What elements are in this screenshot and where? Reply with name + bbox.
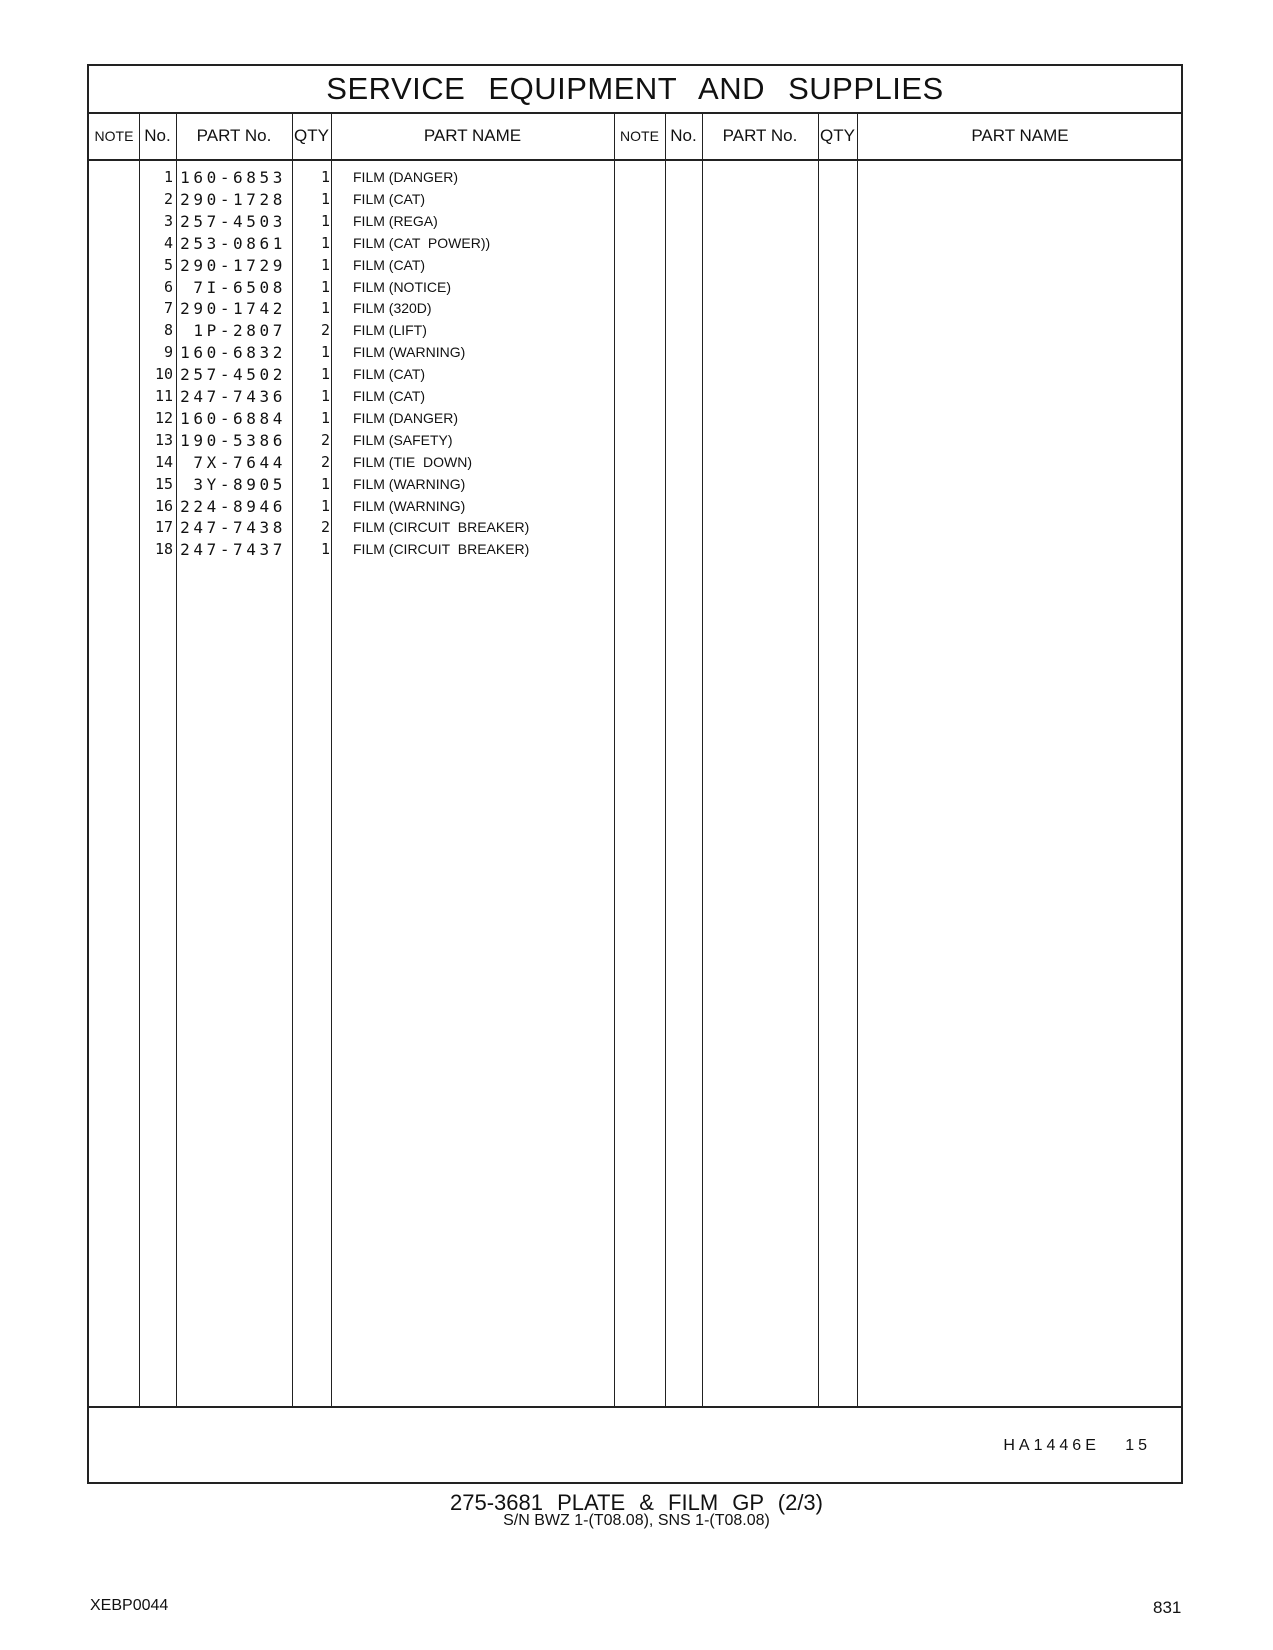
part-number: 160-6832 [180, 343, 286, 363]
quantity: 1 [320, 496, 330, 515]
part-name: FILM (CAT) [353, 366, 426, 383]
table-row [89, 429, 1181, 452]
quantity: 2 [320, 518, 330, 537]
group-title: 275-3681 PLATE & FILM GP (2/3) [449, 1490, 823, 1515]
item-number: 14 [154, 452, 173, 471]
part-name: FILM (CIRCUIT BREAKER) [353, 541, 530, 558]
part-name: FILM (CAT) [353, 190, 426, 207]
table-row [89, 516, 1181, 539]
item-number: 10 [154, 365, 173, 384]
item-number: 3 [163, 211, 173, 230]
item-number: 2 [163, 189, 173, 208]
table-row [89, 473, 1181, 496]
part-number: 257-4503 [180, 211, 286, 231]
part-name: FILM (WARNING) [353, 344, 466, 361]
part-name: FILM (NOTICE) [353, 278, 451, 295]
quantity: 1 [320, 255, 330, 274]
header-note: NOTE [620, 128, 659, 144]
table-row [89, 210, 1181, 233]
section-title: SERVICE EQUIPMENT AND SUPPLIES [326, 71, 944, 106]
quantity: 1 [320, 365, 330, 384]
item-number: 8 [163, 321, 173, 340]
part-number: 247-7436 [180, 387, 286, 406]
part-name: FILM (DANGER) [353, 169, 458, 185]
part-number: 7X-7644 [193, 452, 286, 472]
illustration-code: HA1446E 15 [1003, 1437, 1151, 1454]
header-note: NOTE [94, 128, 134, 144]
quantity: 1 [320, 408, 330, 427]
part-number: 253-0861 [180, 233, 286, 253]
part-number: 160-6853 [180, 168, 286, 187]
header-qty: QTY [820, 126, 855, 145]
part-name: FILM (LIFT) [353, 322, 427, 339]
table-row [89, 319, 1181, 342]
quantity: 1 [320, 168, 330, 186]
part-name: FILM (DANGER) [353, 409, 458, 426]
table-row [89, 407, 1181, 430]
parts-table-frame [87, 64, 1183, 1484]
part-name: FILM (320D) [353, 300, 432, 317]
table-row [89, 188, 1181, 211]
item-number: 13 [154, 430, 173, 449]
item-number: 11 [154, 387, 173, 405]
part-number: 7I-6508 [193, 277, 286, 297]
part-number: 1P-2807 [193, 321, 286, 341]
item-number: 4 [163, 233, 173, 252]
quantity: 1 [320, 233, 330, 252]
item-number: 12 [154, 408, 173, 427]
item-number: 1 [163, 168, 173, 186]
quantity: 2 [320, 321, 330, 340]
table-row [89, 232, 1181, 255]
quantity: 1 [320, 277, 330, 296]
part-name: FILM (CAT POWER)) [353, 234, 491, 251]
table-row [89, 495, 1181, 518]
part-name: FILM (REGA) [353, 212, 438, 229]
header-part-no: PART No. [196, 126, 272, 145]
part-name: FILM (CIRCUIT BREAKER) [353, 519, 530, 536]
part-name: FILM (WARNING) [353, 475, 466, 492]
part-name: FILM (WARNING) [353, 497, 466, 514]
quantity: 1 [320, 299, 330, 318]
item-number: 9 [163, 343, 173, 362]
quantity: 1 [320, 189, 330, 208]
table-row [89, 363, 1181, 386]
item-number: 16 [154, 496, 173, 515]
part-number: 190-5386 [180, 430, 286, 450]
part-number: 290-1742 [180, 299, 286, 319]
part-number: 290-1728 [180, 189, 286, 209]
item-number: 6 [163, 277, 173, 296]
part-number: 160-6884 [180, 408, 286, 428]
header-part-name: PART NAME [423, 126, 522, 145]
part-number: 257-4502 [180, 365, 286, 385]
table-row [89, 297, 1181, 320]
part-number: 224-8946 [180, 496, 286, 516]
part-number: 247-7437 [180, 540, 286, 560]
header-qty: QTY [294, 126, 329, 145]
table-bottom-divider [89, 1406, 1181, 1408]
page-number: 831 [1153, 1598, 1182, 1617]
part-name: FILM (CAT) [353, 256, 426, 273]
quantity: 2 [320, 430, 330, 449]
table-row [89, 451, 1181, 474]
item-number: 7 [163, 299, 173, 318]
header-no: No. [144, 126, 171, 145]
part-number: 3Y-8905 [193, 474, 286, 494]
quantity: 1 [320, 387, 330, 405]
quantity: 2 [320, 452, 330, 471]
quantity: 1 [320, 211, 330, 230]
item-number: 18 [154, 540, 173, 559]
header-no: No. [670, 126, 697, 145]
quantity: 1 [320, 474, 330, 493]
quantity: 1 [320, 540, 330, 559]
part-number: 290-1729 [180, 255, 286, 275]
serial-range: S/N BWZ 1-(T08.08), SNS 1-(T08.08) [503, 1512, 770, 1529]
item-number: 15 [154, 474, 173, 493]
header-part-name: PART NAME [971, 126, 1069, 145]
table-row [89, 341, 1181, 364]
table-row [89, 385, 1181, 408]
part-name: FILM (TIE DOWN) [353, 453, 472, 470]
table-row [89, 254, 1181, 277]
item-number: 17 [154, 518, 173, 537]
part-number: 247-7438 [180, 518, 286, 538]
part-name: FILM (SAFETY) [353, 431, 453, 448]
item-number: 5 [163, 255, 173, 274]
quantity: 1 [320, 343, 330, 362]
header-part-no: PART No. [722, 126, 798, 145]
table-row [89, 538, 1181, 561]
document-id: XEBP0044 [90, 1597, 169, 1614]
table-row [89, 166, 1181, 189]
part-name: FILM (CAT) [353, 388, 426, 404]
table-row [89, 276, 1181, 299]
